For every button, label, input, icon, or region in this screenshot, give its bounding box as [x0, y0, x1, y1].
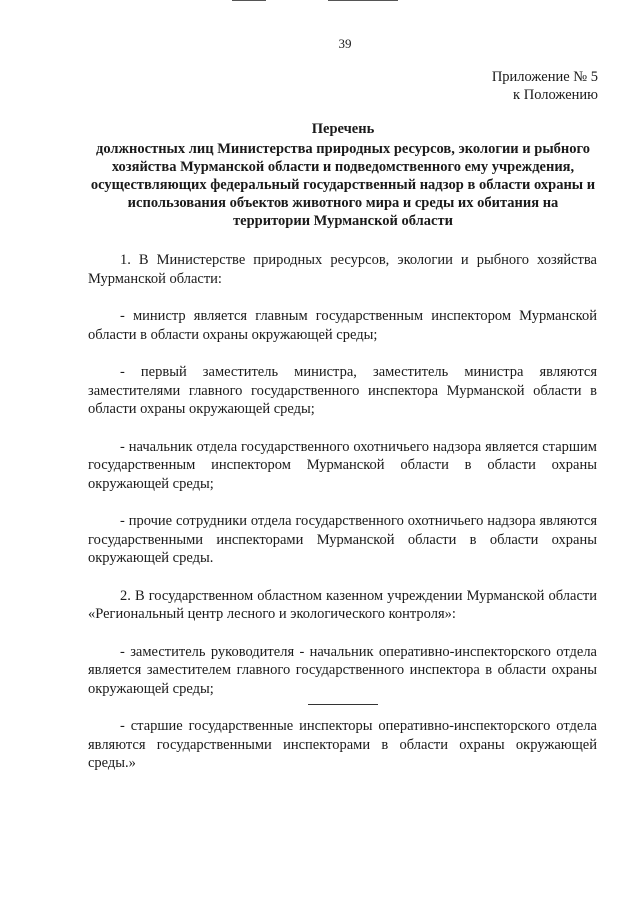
paragraph-2: - министр является главным государственным инспектором Мурманской области в области охраны окружающей среды;: [88, 308, 597, 343]
appendix-line-1: Приложение № 5: [491, 69, 598, 85]
paragraph-6: 2. В государственном областном казенном учреждении Мурманской области «Региональный центр лесного и экологического контроля»:: [88, 587, 597, 622]
end-separator: [308, 704, 378, 705]
title-subtitle: должностных лиц Министерства природных ресурсов, экологии и рыбного хозяйства Мурманской области и подведомственного ему учреждения, осуществляющих федеральный государственный надзор в области охраны и использования объектов животного мира и среды их обитания на территории Мурманской области: [90, 141, 596, 229]
paragraph-4: - начальник отдела государственного охотничьего надзора является старшим государственным инспектором Мурманской области в области охраны окружающей среды;: [88, 438, 597, 492]
paragraph-5: - прочие сотрудники отдела государственного охотничьего надзора являются государственными инспекторами Мурманской области в области охраны окружающей среды.: [88, 513, 597, 566]
appendix-reference: [492, 68, 598, 104]
document-title: [88, 120, 598, 230]
paragraph-8: - старшие государственные инспекторы оперативно-инспекторского отдела являются государственными инспекторами в области охраны окружающей среды.»: [88, 718, 597, 771]
appendix-line-2: к Положению: [513, 87, 598, 103]
page-number: 39: [338, 36, 352, 51]
document-body: [88, 251, 597, 792]
top-rule-left: [232, 0, 266, 1]
paragraph-3: - первый заместитель министра, заместитель министра являются заместителями главного государственного инспектора Мурманской области в области охраны окружающей среды;: [88, 364, 597, 417]
paragraph-7: - заместитель руководителя - начальник оперативно-инспекторского отдела является заместителем главного государственного инспектора в области охраны окружающей среды;: [88, 643, 597, 697]
paragraph-1: 1. В Министерстве природных ресурсов, экологии и рыбного хозяйства Мурманской области:: [88, 252, 597, 287]
top-rule-right: [328, 0, 398, 1]
title-heading: Перечень: [311, 121, 375, 137]
